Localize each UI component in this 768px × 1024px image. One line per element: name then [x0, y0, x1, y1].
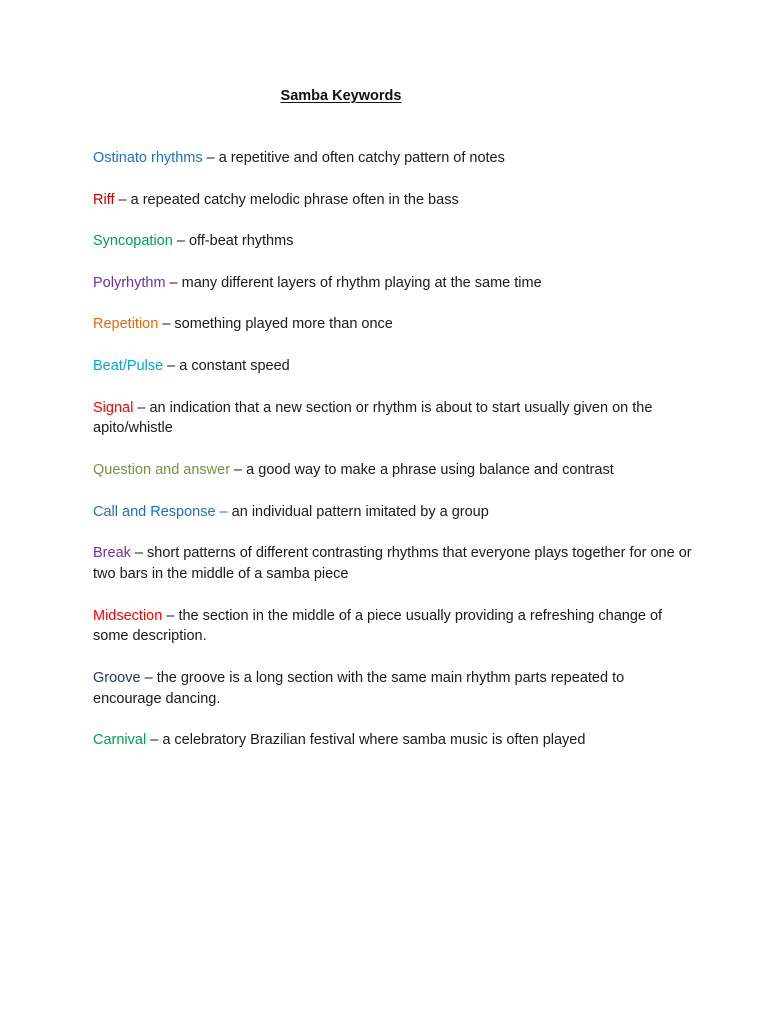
keyword-term: Riff — [93, 191, 115, 208]
keyword-dash: – — [230, 461, 247, 478]
keyword-dash: – — [133, 399, 150, 416]
keyword-term: Carnival — [93, 732, 147, 749]
keyword-entry — [93, 314, 693, 335]
keyword-dash: – — [202, 150, 219, 166]
page-title: Samba Keywords — [280, 88, 402, 104]
keyword-dash: – — [140, 669, 157, 686]
keyword-entry — [93, 273, 693, 294]
keyword-entry — [93, 460, 693, 481]
keyword-dash: – — [172, 233, 189, 250]
keyword-term: Signal — [93, 399, 134, 416]
keyword-definition: a repetitive and often catchy pattern of notes — [218, 150, 505, 166]
keyword-entry — [93, 398, 693, 440]
keyword-entry — [93, 148, 693, 169]
keyword-dash: – — [114, 191, 131, 208]
keyword-dash: – — [158, 316, 175, 333]
keyword-dash: – — [215, 503, 232, 520]
keyword-definition: many different layers of rhythm playing at the same time — [181, 274, 542, 291]
keyword-term: Repetition — [93, 316, 159, 333]
keyword-definition: off-beat rhythms — [188, 233, 294, 250]
keyword-definition: a celebratory Brazilian festival where samba music is often played — [162, 732, 586, 749]
keyword-entry — [93, 502, 693, 523]
keyword-entry — [93, 231, 693, 252]
keyword-definition: something played more than once — [174, 316, 393, 333]
keyword-term: Call and Response — [93, 503, 216, 520]
keyword-term: Syncopation — [93, 233, 173, 250]
keyword-definition: short patterns of different contrasting rhythms that everyone plays together for one or two bars in the middle of a samba piece — [93, 545, 692, 582]
keyword-definition: an indication that a new section or rhythm is about to start usually given on the apito/whistle — [93, 399, 653, 437]
keyword-term: Midsection — [93, 607, 163, 624]
keyword-entry — [93, 730, 693, 751]
keyword-term: Beat/Pulse — [93, 357, 164, 374]
keyword-dash: – — [146, 732, 163, 749]
keyword-term: Polyrhythm — [93, 274, 166, 291]
keyword-dash: – — [165, 274, 182, 291]
keyword-term: Break — [93, 545, 131, 562]
keyword-definition: the groove is a long section with the same main rhythm parts repeated to encourage dancing. — [93, 669, 625, 707]
keyword-entry — [93, 543, 693, 585]
keyword-dash: – — [162, 607, 179, 624]
keyword-term: Question and answer — [93, 461, 231, 478]
keyword-entry — [93, 190, 693, 211]
keyword-term: Groove — [93, 669, 141, 686]
keyword-definition: a constant speed — [179, 357, 290, 374]
keyword-dash: – — [163, 357, 180, 374]
keyword-term: Ostinato rhythms — [93, 150, 203, 166]
keyword-definition: a repeated catchy melodic phrase often in the bass — [130, 191, 459, 208]
keyword-entry — [93, 356, 693, 377]
keyword-definition: a good way to make a phrase using balance and contrast — [246, 461, 614, 478]
keyword-definition: the section in the middle of a piece usually providing a refreshing change of some description. — [93, 607, 663, 645]
keyword-list — [93, 148, 693, 772]
keyword-entry — [93, 668, 693, 710]
keyword-definition: an individual pattern imitated by a group — [231, 503, 489, 520]
keyword-entry — [93, 606, 693, 648]
keyword-dash: – — [130, 545, 148, 562]
